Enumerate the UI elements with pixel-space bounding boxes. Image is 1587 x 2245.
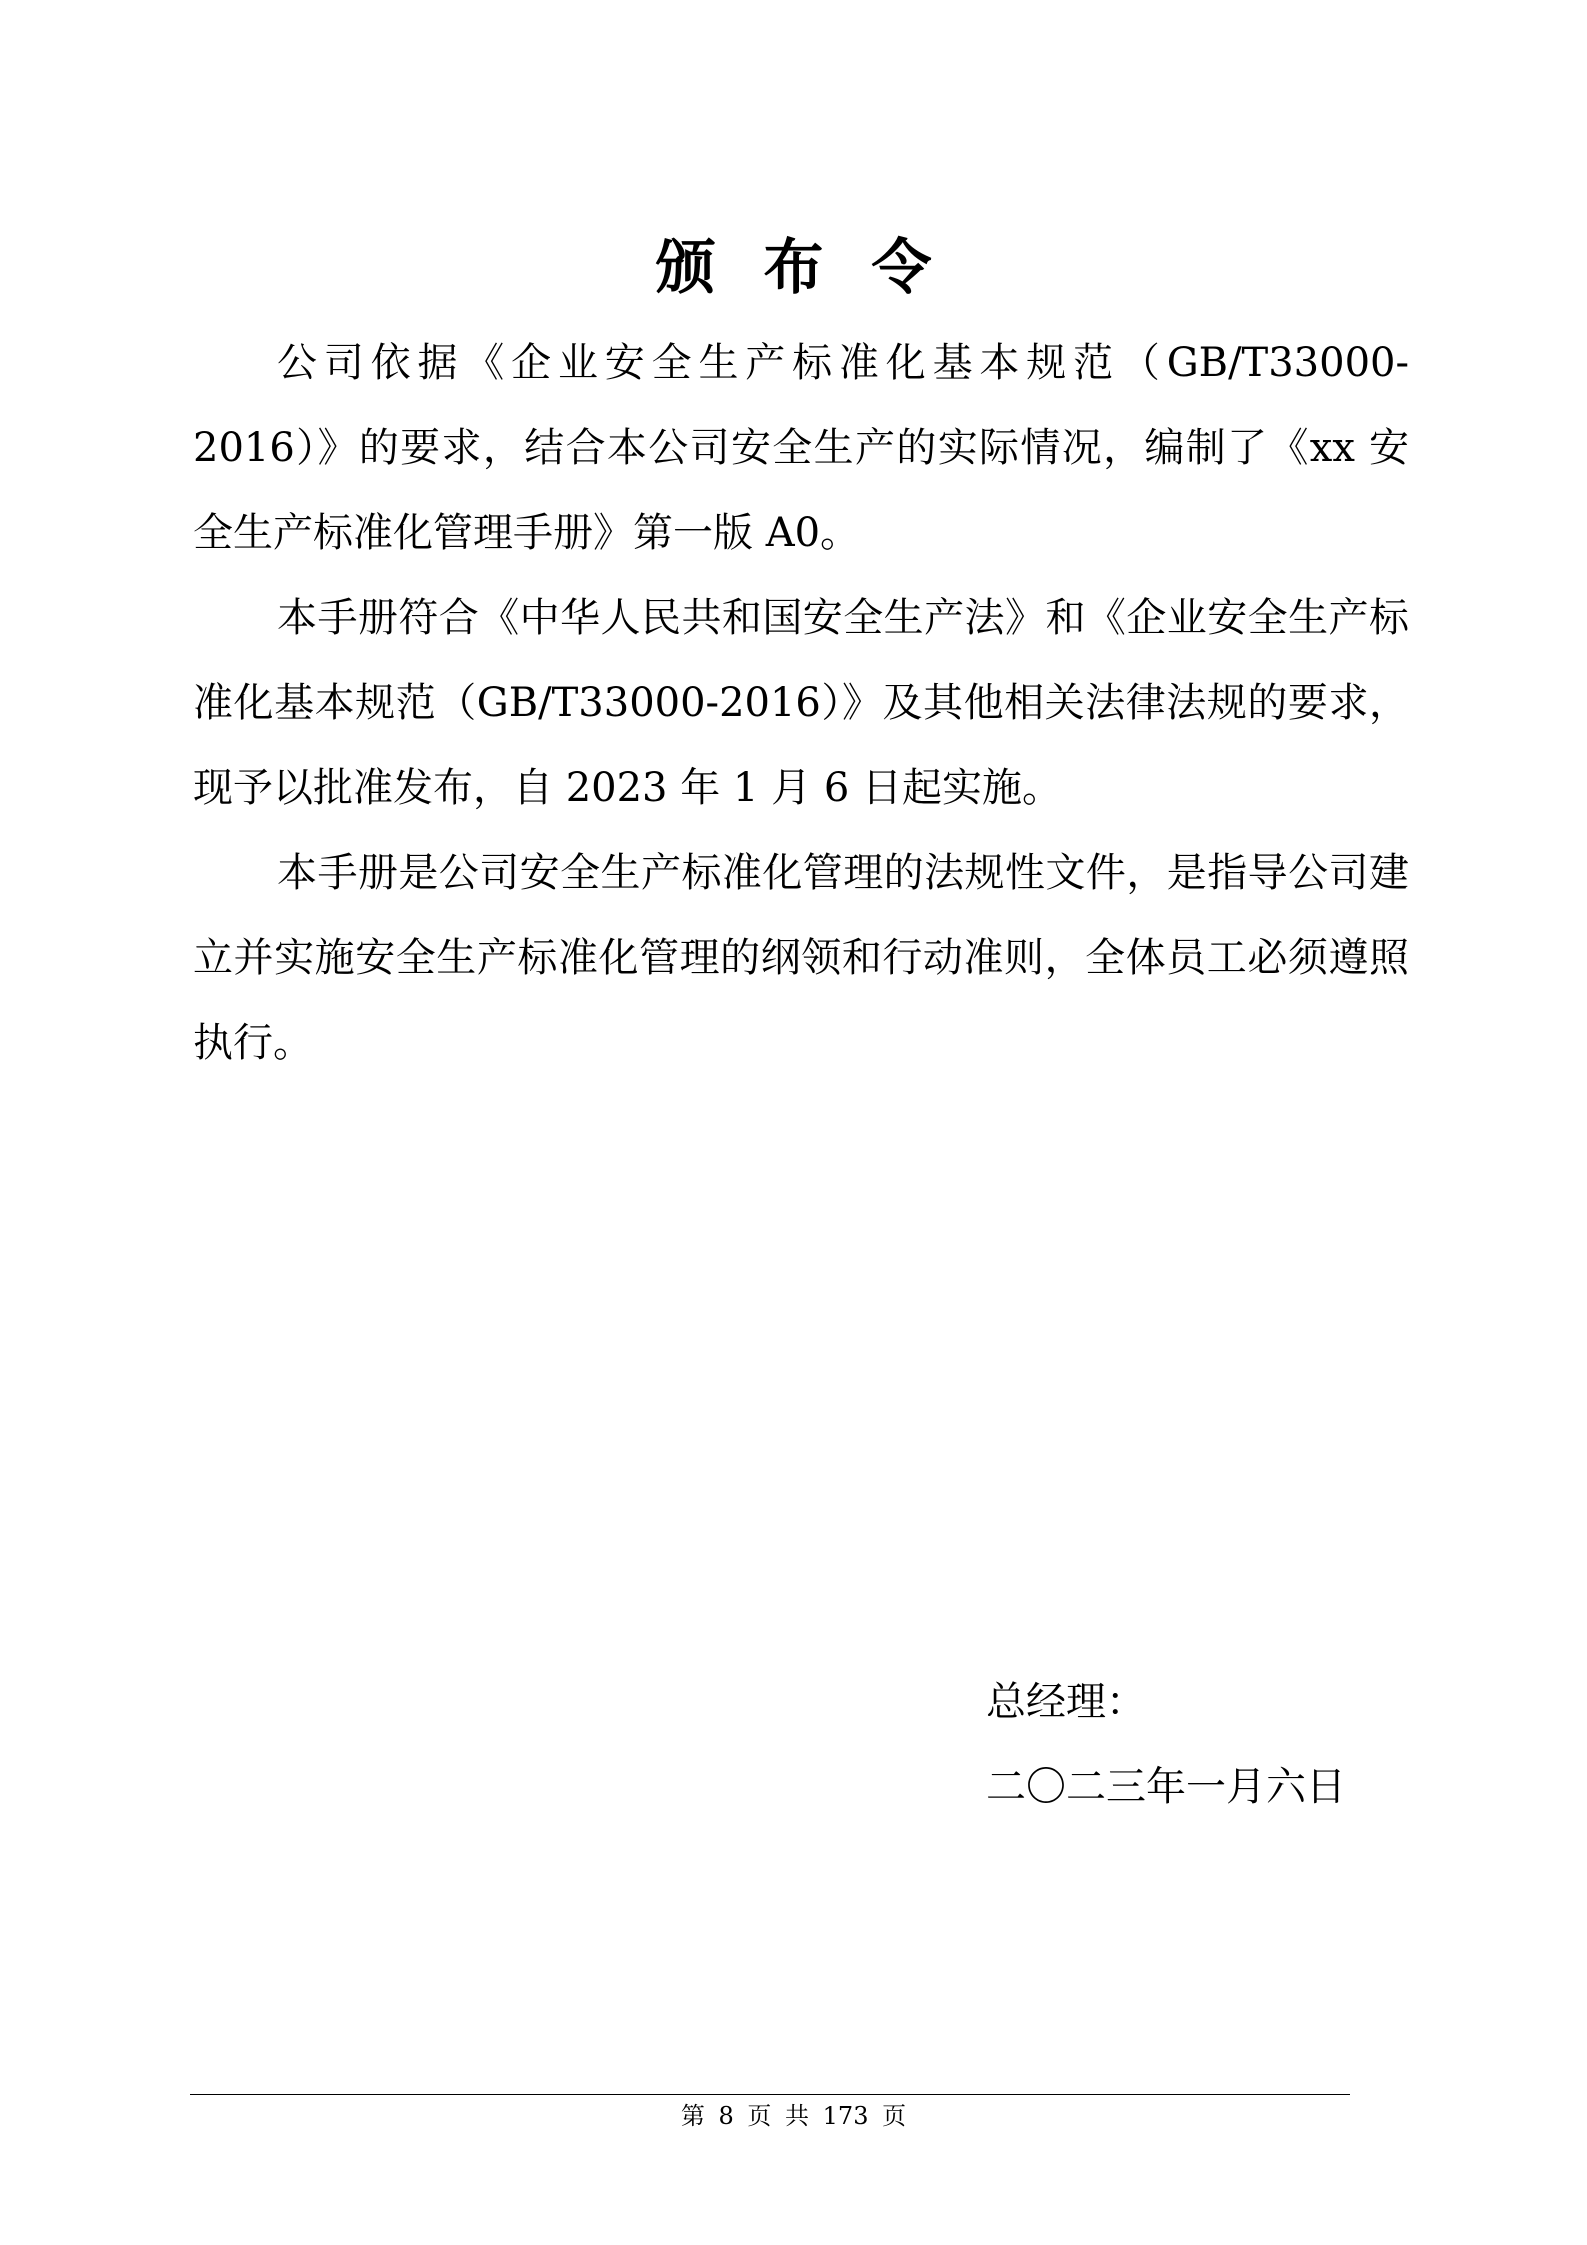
paragraph-1: 公司依据《企业安全生产标准化基本规范（GB/T33000-2016）》的要求，结合本公司安全生产的实际情况，编制了《xx 安全生产标准化管理手册》第一版 A0。 xyxy=(193,340,1409,556)
signatory-role: 总经理： xyxy=(986,1679,1146,1725)
paragraph-2: 本手册符合《中华人民共和国安全生产法》和《企业安全生产标准化基本规范（GB/T33000-2016）》及其他相关法律法规的要求，现予以批准发布，自 2023 年 1 月 6 日起实施。 xyxy=(193,595,1409,811)
signature-block xyxy=(986,1660,1346,1830)
paragraph-3: 本手册是公司安全生产标准化管理的法规性文件，是指导公司建立并实施安全生产标准化管理的纲领和行动准则，全体员工必须遵照执行。 xyxy=(193,850,1409,1066)
footer-divider xyxy=(190,2094,1350,2095)
document-title: 颁布令 xyxy=(655,233,980,303)
signature-date: 二〇二三年一月六日 xyxy=(986,1764,1346,1810)
page-number: 第 8 页 共 173 页 xyxy=(680,2102,907,2130)
document-body xyxy=(193,321,1409,1086)
